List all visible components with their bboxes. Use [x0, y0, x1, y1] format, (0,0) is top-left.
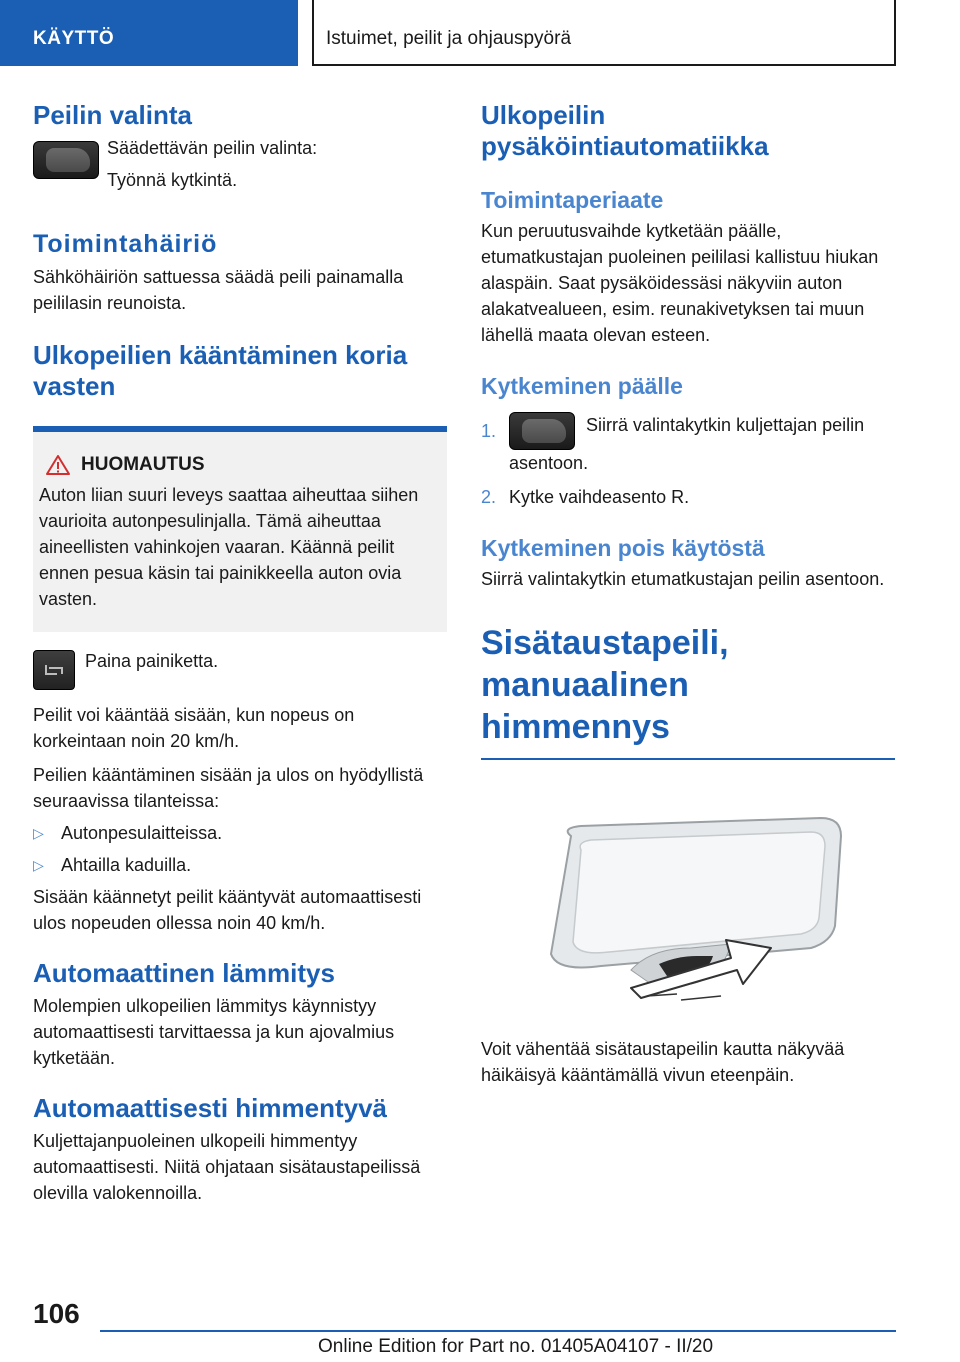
footer-edition: Online Edition for Part no. 01405A04107 - II/20 [318, 1336, 714, 1357]
bullet-triangle-icon: ▷ [33, 857, 44, 873]
heading-toimintaperiaate: Toimintaperiaate [481, 187, 664, 213]
fold-speed-text: Peilit voi kääntää sisään, kun nopeus on korkeintaan noin 20 km/h. [33, 705, 355, 751]
list-item [33, 820, 447, 846]
notice-box [33, 426, 447, 632]
toimintaperiaate-text: Kun peruutusvaihde kytketään päälle, etumatkustajan puoleinen peililasi kallistuu hiukan alaspäin. Saat pysäköidessäsi näkyviin auton alakatvealueen, esim. reunakivetyksen tai muun lähellä maata olevan esteen. [481, 221, 879, 345]
page-number: 106 [33, 1298, 80, 1329]
step-number: 1. [481, 421, 497, 441]
bullet-text: Autonpesulaitteissa. [61, 823, 223, 843]
list-item [481, 484, 895, 510]
bullet-text: Ahtailla kaduilla. [61, 855, 192, 875]
fold-auto-text: Sisään käännetyt peilit kääntyvät automaattisesti ulos nopeuden ollessa noin 40 km/h. [33, 887, 422, 933]
mirror-select-row [33, 138, 447, 193]
heading-kytkeminen-pois: Kytkeminen pois käytöstä [481, 535, 765, 561]
mirror-select-line2: Työnnä kytkintä. [107, 170, 238, 190]
mirror-selector-switch-icon [509, 412, 575, 450]
list-item [33, 852, 447, 878]
himmentyva-text: Kuljettajanpuoleinen ulkopeili himmentyy automaattisesti. Niitä ohjataan sisätaustapeilissä olevilla valokennoilla. [33, 1131, 421, 1203]
heading-lammitys: Automaattinen lämmitys [33, 958, 335, 988]
left-column [33, 100, 447, 1206]
step-text: Kytke vaihdeasento R. [509, 487, 690, 507]
fold-button-row [33, 650, 447, 690]
heading-kaantaminen: Ulkopeilien kääntäminen koria vasten [33, 340, 408, 401]
notice-title: HUOMAUTUS [81, 454, 205, 475]
heading-rule [481, 758, 895, 760]
heading-himmentyva: Automaattisesti himmentyvä [33, 1093, 387, 1123]
notice-text: Auton liian suuri leveys saattaa aiheuttaa siihen vaurioita autonpesulinjalla. Tämä aiheuttaa aineellisten vahinkojen vaaran. Käännä peilit ennen pesua käsin tai painikkeella auton ovia vasten. [39, 485, 419, 609]
mirror-fold-button-icon [33, 650, 75, 690]
step-number: 2. [481, 487, 497, 507]
chapter-title: Istuimet, peilit ja ohjauspyörä [326, 28, 572, 49]
step-text: Siirrä valintakytkin kuljettajan peilin asentoon. [509, 415, 865, 473]
chapter-header [312, 0, 896, 66]
heading-pysakointi: Ulkopeilin pysäköintiautomatiikka [481, 100, 769, 161]
right-column [481, 100, 895, 1088]
warning-icon [45, 454, 71, 476]
heading-sisataustapeili: Sisätaustapeili, manuaalinen himmennys [481, 624, 729, 746]
notice-header [45, 454, 437, 476]
sisataustapeili-text: Voit vähentää sisätaustapeilin kautta näkyvää häikäisyä kääntämällä vivun eteenpäin. [481, 1039, 845, 1085]
toimintahairio-text: Sähköhäiriön sattuessa säädä peili painamalla peililasin reunoista. [33, 267, 404, 313]
kytkeminen-pois-text: Siirrä valintakytkin etumatkustajan peilin asentoon. [481, 569, 885, 589]
mirror-selector-switch-icon [33, 141, 99, 179]
fold-button-text: Paina painiketta. [85, 651, 219, 671]
rearview-mirror-illustration [481, 788, 895, 1008]
fold-use-text: Peilien kääntäminen sisään ja ulos on hyödyllistä seuraavissa tilanteissa: [33, 765, 424, 811]
mirror-select-line1: Säädettävän peilin valinta: [107, 138, 318, 158]
heading-kytkeminen-paalle: Kytkeminen päälle [481, 373, 683, 399]
section-tab [0, 0, 298, 66]
footer-rule [100, 1330, 896, 1332]
bullet-triangle-icon: ▷ [33, 825, 44, 841]
list-item [481, 412, 895, 476]
lammitys-text: Molempien ulkopeilien lämmitys käynnistyy automaattisesti tarvittaessa ja kun ajovalmius kytketään. [33, 996, 395, 1068]
heading-peilin-valinta: Peilin valinta [33, 100, 192, 130]
section-title: KÄYTTÖ [33, 28, 115, 49]
heading-toimintahairio: Toimintahäiriö [33, 230, 218, 258]
